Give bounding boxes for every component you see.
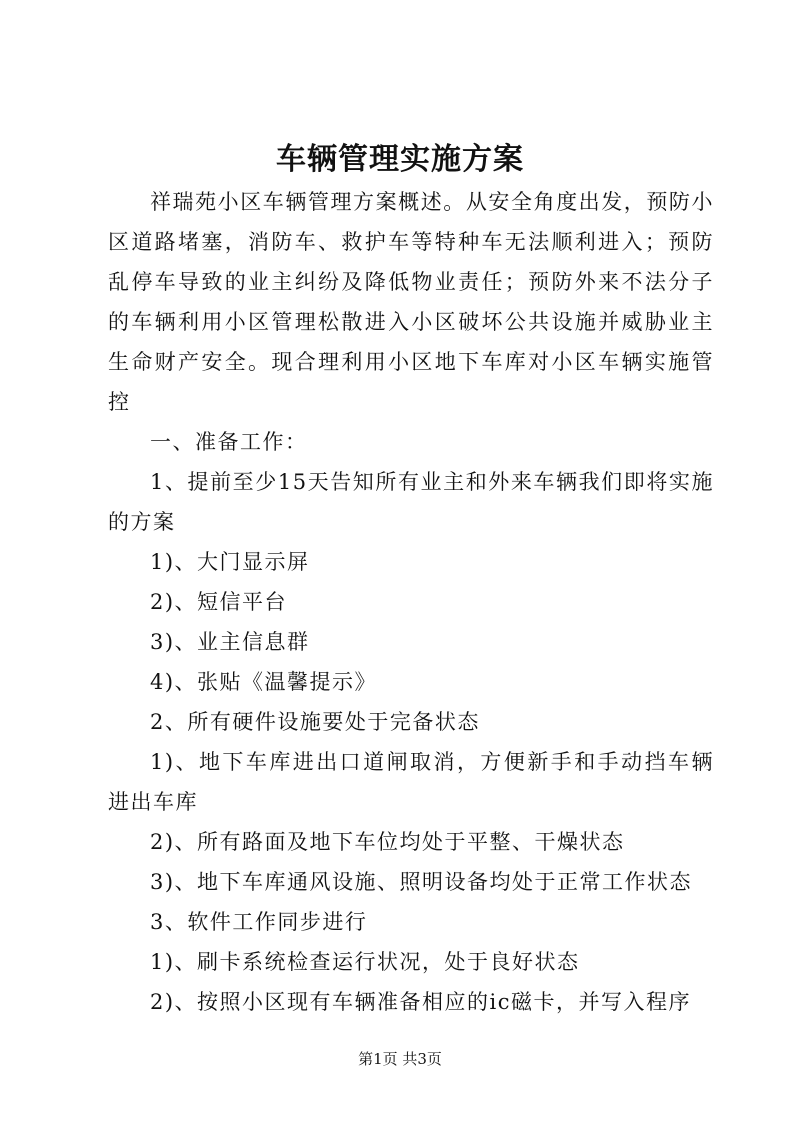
list-item-notify: 1、提前至少15天告知所有业主和外来车辆我们即将实施的方案 <box>108 470 714 534</box>
list-item-hardware: 2、所有硬件设施要处于完备状态 <box>150 710 480 734</box>
sub-item-ic-cards: 2)、按照小区现有车辆准备相应的ic磁卡，并写入程序 <box>150 990 692 1014</box>
sub-item-owner-group: 3)、业主信息群 <box>150 630 310 654</box>
document-title: 车辆管理实施方案 <box>276 142 524 177</box>
document-body <box>108 182 714 1022</box>
section-heading-preparation: 一、准备工作： <box>150 430 308 454</box>
page-footer: 第1页 共3页 <box>358 1050 442 1068</box>
sub-item-sms-platform: 2)、短信平台 <box>150 590 288 614</box>
sub-item-ventilation-lighting: 3)、地下车库通风设施、照明设备均处于正常工作状态 <box>150 870 693 894</box>
sub-item-road-surface: 2)、所有路面及地下车位均处于平整、干燥状态 <box>150 830 625 854</box>
sub-item-notice: 4)、张贴《温馨提示》 <box>150 670 378 694</box>
sub-item-card-system: 1)、刷卡系统检查运行状况，处于良好状态 <box>150 950 580 974</box>
sub-item-barrier-removal: 1)、地下车库进出口道闸取消，方便新手和手动挡车辆进出车库 <box>108 750 714 814</box>
list-item-software: 3、软件工作同步进行 <box>150 910 368 934</box>
sub-item-display-screen: 1)、大门显示屏 <box>150 550 310 574</box>
paragraph-overview: 祥瑞苑小区车辆管理方案概述。从安全角度出发，预防小区道路堵塞，消防车、救护车等特种车无法顺利进入；预防乱停车导致的业主纠纷及降低物业责任；预防外来不法分子的车辆利用小区管理松散进入小区破坏公共设施并威胁业主生命财产安全。现合理利用小区地下车库对小区车辆实施管控 <box>108 190 714 414</box>
